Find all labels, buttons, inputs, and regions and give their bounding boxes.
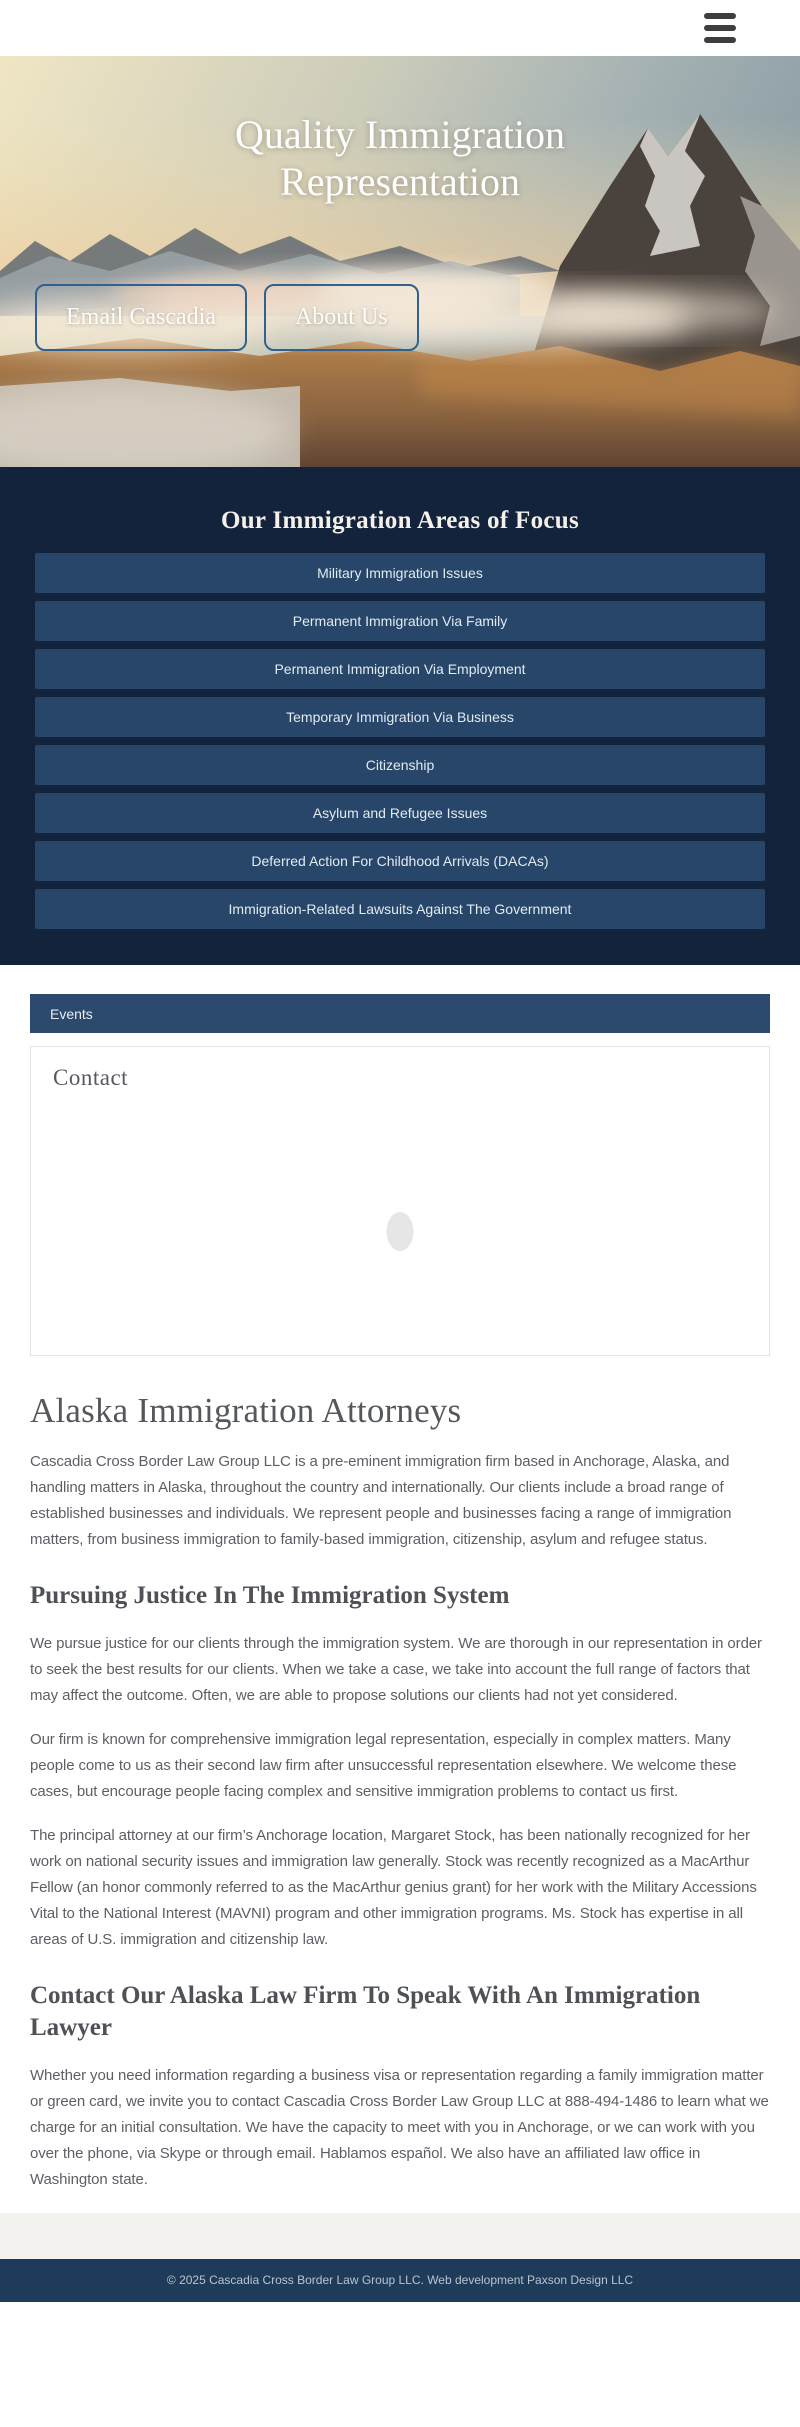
events-widget-header[interactable] — [30, 994, 770, 1033]
hamburger-menu-icon[interactable] — [704, 13, 736, 43]
focus-item-citizenship[interactable]: Citizenship — [35, 745, 765, 785]
site-header — [0, 0, 800, 56]
hero-title — [0, 56, 800, 205]
areas-of-focus-heading: Our Immigration Areas of Focus — [220, 507, 580, 534]
hamburger-bar — [704, 25, 736, 31]
paragraph: Our firm is known for comprehensive immigration legal representation, especially in complex matters. Many people come to us as their second law firm after unsuccessful representation elsewhere. We welcome these cases, but encourage people facing complex and sensitive immigration problems to contact us first. — [30, 1730, 737, 1800]
intro-paragraph: Cascadia Cross Border Law Group LLC is a pre-eminent immigration firm based in Anchorage, Alaska, and handling matters in Alaska, throughout the country and internationally. Our clients include a broad range of established businesses and individuals. We represent people and businesses facing a range of immigration matters, from business immigration to family-based immigration, citizenship, asylum and refugee status. — [30, 1453, 732, 1548]
focus-item-employment[interactable]: Permanent Immigration Via Employment — [35, 649, 765, 689]
focus-item-business[interactable]: Temporary Immigration Via Business — [35, 697, 765, 737]
focus-item-family[interactable]: Permanent Immigration Via Family — [35, 601, 765, 641]
focus-item-asylum[interactable]: Asylum and Refugee Issues — [35, 793, 765, 833]
events-label: Events — [50, 1005, 93, 1022]
paragraph: Whether you need information regarding a business visa or representation regarding a family immigration matter or green card, we invite you to contact Cascadia Cross Border Law Group LLC at 888-494-1486 to learn what we charge for an initial consultation. We have the capacity to meet with you in Anchorage, or we can work with you over the phone, via Skype or through email. Hablamos español. We also have an affiliated law office in Washington state. — [30, 2066, 769, 2188]
areas-of-focus-list — [0, 553, 800, 929]
loading-spinner — [387, 1212, 414, 1251]
about-us-button[interactable]: About Us — [264, 284, 419, 351]
prefooter-strip — [0, 2213, 800, 2259]
page-title: Alaska Immigration Attorneys — [30, 1391, 462, 1430]
hamburger-bar — [704, 37, 736, 43]
hamburger-bar — [704, 13, 736, 19]
main-content — [0, 965, 800, 2193]
section-heading-contact-firm: Contact Our Alaska Law Firm To Speak With An Immigration Lawyer — [30, 1981, 701, 2041]
hero-title-line2: Representation — [280, 159, 520, 205]
areas-of-focus-section — [0, 467, 800, 965]
contact-widget-heading: Contact — [53, 1065, 129, 1090]
section-heading-pursuing-justice: Pursuing Justice In The Immigration System — [30, 1582, 510, 1609]
paragraph: We pursue justice for our clients through the immigration system. We are thorough in our representation in order to seek the best results for our clients. When we take a case, we take into account the full range of factors that may affect the outcome. Often, we are able to propose solutions our clients had not yet considered. — [30, 1634, 762, 1704]
contact-widget — [30, 1046, 770, 1356]
article — [30, 1391, 770, 2193]
paragraph: The principal attorney at our firm’s Anchorage location, Margaret Stock, has been nationally recognized for her work on national security issues and immigration law generally. Stock was recently recognized as a MacArthur Fellow (an honor commonly referred to as the MacArthur genius grant) for her work with the Military Accessions Vital to the National Interest (MAVNI) program and other immigration programs. Ms. Stock has expertise in all areas of U.S. immigration and citizenship law. — [30, 1826, 757, 1948]
site-footer — [0, 2259, 800, 2302]
hero-title-line1: Quality Immigration — [235, 112, 565, 157]
focus-item-daca[interactable]: Deferred Action For Childhood Arrivals (DACAs) — [35, 841, 765, 881]
copyright-text: © 2025 Cascadia Cross Border Law Group LLC. Web development Paxson Design LLC — [166, 2273, 634, 2287]
email-cascadia-button[interactable]: Email Cascadia — [35, 284, 247, 351]
hero-buttons — [35, 284, 419, 351]
focus-item-military[interactable]: Military Immigration Issues — [35, 553, 765, 593]
hero-section — [0, 56, 800, 467]
focus-item-lawsuits[interactable]: Immigration-Related Lawsuits Against The Government — [35, 889, 765, 929]
